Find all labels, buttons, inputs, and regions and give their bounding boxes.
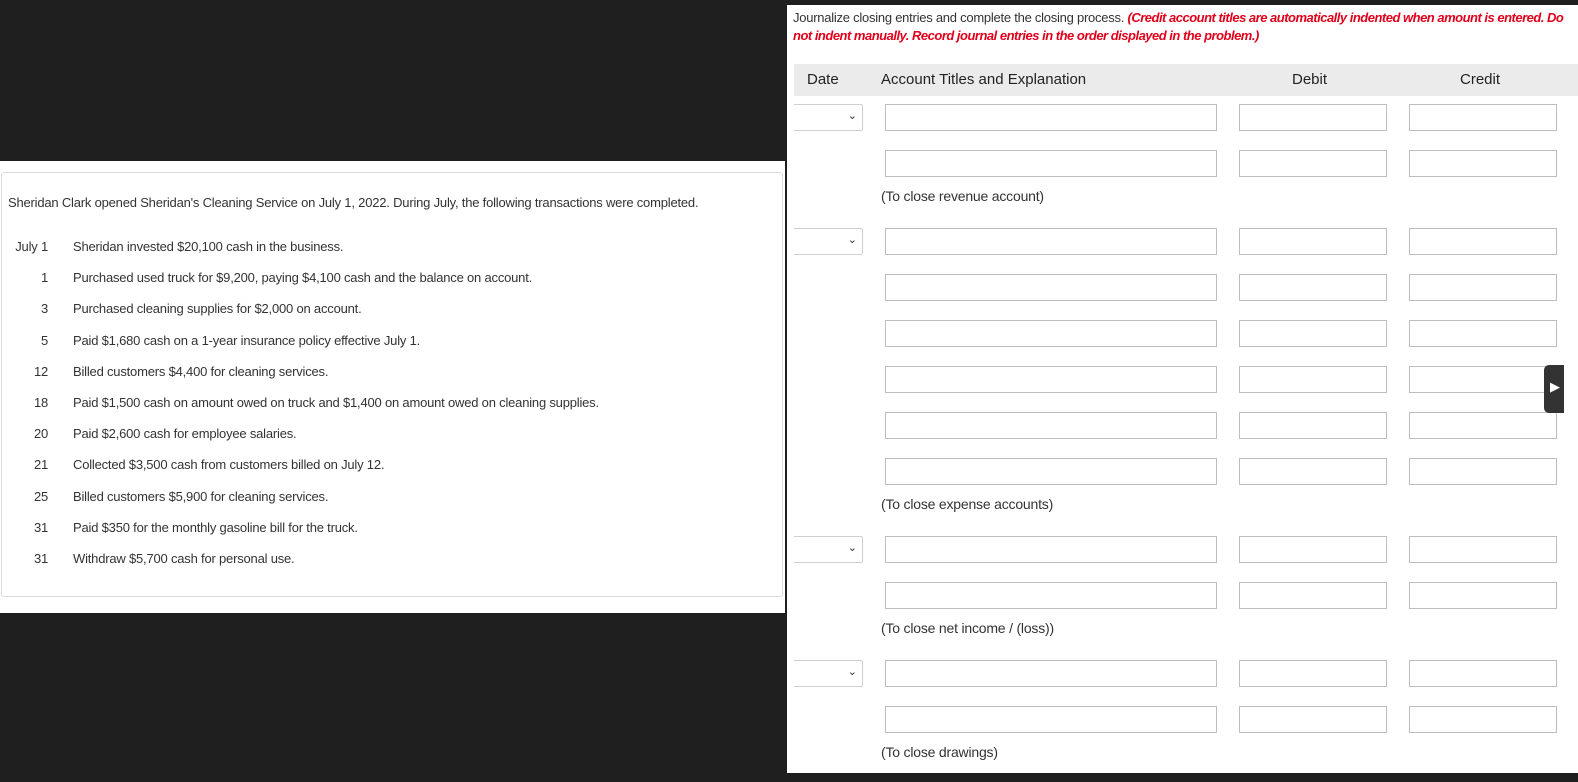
transaction-desc: Paid $2,600 cash for employee salaries. [73, 426, 297, 442]
transaction-row [2, 270, 702, 290]
instructions-main: Journalize closing entries and complete the closing process. [793, 10, 1128, 25]
credit-input[interactable] [1409, 582, 1557, 609]
transaction-row [2, 426, 702, 446]
account-input[interactable] [885, 228, 1217, 255]
transaction-date: July 1 [15, 239, 48, 254]
transaction-row [2, 457, 702, 477]
debit-input[interactable] [1239, 274, 1387, 301]
problem-intro: Sheridan Clark opened Sheridan's Cleaning Service on July 1, 2022. During July, the following transactions were completed. [8, 195, 699, 210]
transaction-date: 21 [33, 457, 48, 473]
transaction-row [2, 333, 702, 353]
transaction-row [2, 520, 702, 540]
transaction-row [2, 551, 702, 571]
transaction-desc: Billed customers $5,900 for cleaning services. [73, 488, 329, 504]
transaction-date: 18 [33, 395, 48, 410]
debit-input[interactable] [1239, 228, 1387, 255]
account-input[interactable] [885, 320, 1217, 347]
credit-input[interactable] [1409, 104, 1557, 131]
debit-input[interactable] [1239, 366, 1387, 393]
transaction-row [2, 395, 702, 415]
transaction-date: 5 [40, 332, 48, 348]
date-select[interactable] [794, 104, 863, 131]
date-select[interactable] [794, 660, 863, 687]
credit-input[interactable] [1409, 228, 1557, 255]
transaction-date: 3 [40, 301, 48, 317]
journal-panel [787, 5, 1578, 773]
journal-table-header [794, 64, 1578, 96]
credit-input[interactable] [1409, 320, 1557, 347]
transaction-date: 31 [33, 519, 48, 535]
transaction-date: 12 [33, 363, 48, 379]
problem-panel [0, 161, 785, 613]
transaction-date: 20 [33, 426, 48, 442]
entry-explanation: (To close expense accounts) [881, 496, 1054, 512]
credit-input[interactable] [1409, 706, 1557, 733]
chevron-down-icon: ⌄ [847, 234, 857, 246]
debit-input[interactable] [1239, 320, 1387, 347]
transaction-row [2, 489, 702, 509]
transaction-desc: Paid $1,500 cash on amount owed on truck and $1,400 on amount owed on cleaning supplies. [73, 395, 599, 410]
account-input[interactable] [885, 660, 1217, 687]
account-input[interactable] [885, 412, 1217, 439]
transaction-date: 25 [33, 488, 48, 504]
date-select[interactable] [794, 536, 863, 563]
problem-card [1, 172, 783, 597]
debit-input[interactable] [1239, 104, 1387, 131]
header-account: Account Titles and Explanation [881, 71, 1087, 88]
account-input[interactable] [885, 458, 1217, 485]
transaction-desc: Withdraw $5,700 cash for personal use. [73, 551, 295, 566]
chevron-down-icon: ⌄ [847, 110, 857, 122]
transaction-desc: Paid $350 for the monthly gasoline bill for the truck. [73, 519, 358, 535]
account-input[interactable] [885, 582, 1217, 609]
transaction-desc: Billed customers $4,400 for cleaning services. [73, 363, 329, 379]
instructions [793, 9, 1568, 45]
transaction-row [2, 301, 702, 321]
account-input[interactable] [885, 536, 1217, 563]
scroll-handle[interactable] [1544, 365, 1564, 413]
header-debit: Debit [1292, 71, 1328, 88]
debit-input[interactable] [1239, 660, 1387, 687]
account-input[interactable] [885, 104, 1217, 131]
debit-input[interactable] [1239, 150, 1387, 177]
account-input[interactable] [885, 150, 1217, 177]
header-date: Date [807, 71, 839, 88]
debit-input[interactable] [1239, 706, 1387, 733]
credit-input[interactable] [1409, 458, 1557, 485]
account-input[interactable] [885, 274, 1217, 301]
entry-explanation: (To close revenue account) [881, 188, 1044, 204]
account-input[interactable] [885, 366, 1217, 393]
transaction-desc: Purchased used truck for $9,200, paying $4,100 cash and the balance on account. [73, 270, 533, 286]
credit-input[interactable] [1409, 150, 1557, 177]
transaction-desc: Collected $3,500 cash from customers billed on July 12. [73, 457, 385, 473]
credit-input[interactable] [1409, 536, 1557, 563]
instructions-note: (Credit account titles are automatically indented when amount is entered. Do not indent manually. Record journal entries in the order displayed in the problem.) [793, 10, 1564, 43]
transaction-date: 31 [33, 551, 48, 566]
transaction-row [2, 364, 702, 384]
transaction-desc: Paid $1,680 cash on a 1-year insurance policy effective July 1. [73, 332, 421, 348]
credit-input[interactable] [1409, 412, 1557, 439]
credit-input[interactable] [1409, 660, 1557, 687]
debit-input[interactable] [1239, 536, 1387, 563]
debit-input[interactable] [1239, 582, 1387, 609]
transaction-date: 1 [40, 270, 48, 286]
credit-input[interactable] [1409, 274, 1557, 301]
transaction-row [2, 239, 702, 259]
debit-input[interactable] [1239, 458, 1387, 485]
chevron-down-icon: ⌄ [847, 666, 857, 678]
transaction-desc: Purchased cleaning supplies for $2,000 on account. [73, 301, 362, 317]
chevron-down-icon: ⌄ [847, 542, 857, 554]
header-credit: Credit [1460, 71, 1501, 88]
credit-input[interactable] [1409, 366, 1557, 393]
transaction-desc: Sheridan invested $20,100 cash in the business. [73, 239, 344, 254]
debit-input[interactable] [1239, 412, 1387, 439]
play-icon: ▶ [1550, 379, 1560, 394]
entry-explanation: (To close net income / (loss)) [881, 620, 1054, 636]
entry-explanation: (To close drawings) [881, 744, 998, 760]
account-input[interactable] [885, 706, 1217, 733]
date-select[interactable] [794, 228, 863, 255]
